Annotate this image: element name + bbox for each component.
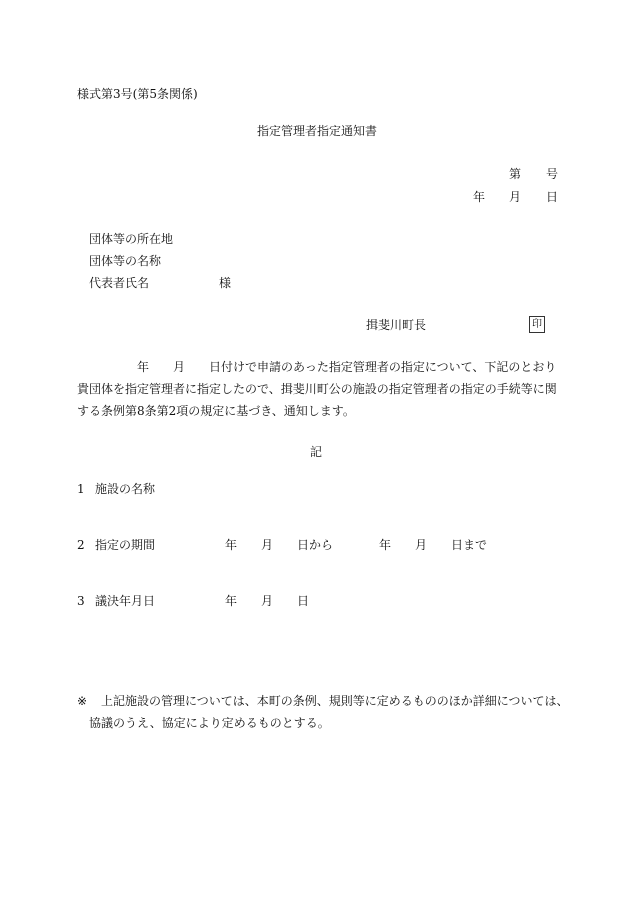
item1-label: 施設の名称	[95, 482, 156, 496]
item2-from-year: 年	[225, 538, 238, 552]
note-line2: 協議のうえ、協定により定めるものとする。	[89, 716, 330, 730]
body-line2: 貴団体を指定管理者に指定したので、揖斐川町公の施設の指定管理者の指定の手続等に関	[77, 382, 557, 396]
recipient-name-label: 団体等の名称	[89, 254, 162, 268]
item2-to-day: 日まで	[451, 538, 488, 552]
item2-to-year: 年	[379, 538, 392, 552]
item3-label: 議決年月日	[95, 594, 156, 608]
note-line1: 上記施設の管理については、本町の条例、規則等に定めるもののほか詳細については、	[101, 694, 569, 708]
seal-mark: 印	[529, 316, 545, 333]
item2-number: 2	[77, 538, 85, 552]
item2-from-month: 月	[261, 538, 274, 552]
note-mark: ※	[77, 694, 88, 708]
document-title: 指定管理者指定通知書	[257, 124, 378, 138]
date-year: 年	[473, 190, 486, 204]
date-day: 日	[546, 190, 559, 204]
recipient-honorific: 様	[219, 276, 232, 290]
item2-to-month: 月	[415, 538, 428, 552]
item3-year: 年	[225, 594, 238, 608]
number-go: 号	[546, 167, 559, 181]
body-month: 月	[173, 360, 186, 374]
body-year: 年	[137, 360, 150, 374]
item1-number: 1	[77, 482, 85, 496]
date-month: 月	[509, 190, 522, 204]
number-dai: 第	[509, 167, 522, 181]
ki-heading: 記	[310, 445, 323, 459]
recipient-address-label: 団体等の所在地	[89, 232, 174, 246]
item3-month: 月	[261, 594, 274, 608]
item2-label: 指定の期間	[95, 538, 156, 552]
item3-number: 3	[77, 594, 85, 608]
item2-from-day: 日から	[297, 538, 334, 552]
issuer-title: 揖斐川町長	[366, 318, 427, 332]
body-line3: する条例第8条第2項の規定に基づき、通知します。	[77, 404, 355, 418]
body-line1: 日付けで申請のあった指定管理者の指定について、下記のとおり	[209, 360, 557, 374]
recipient-rep-label: 代表者氏名	[89, 276, 150, 290]
form-label: 様式第3号(第5条関係)	[77, 87, 198, 101]
item3-day: 日	[297, 594, 310, 608]
